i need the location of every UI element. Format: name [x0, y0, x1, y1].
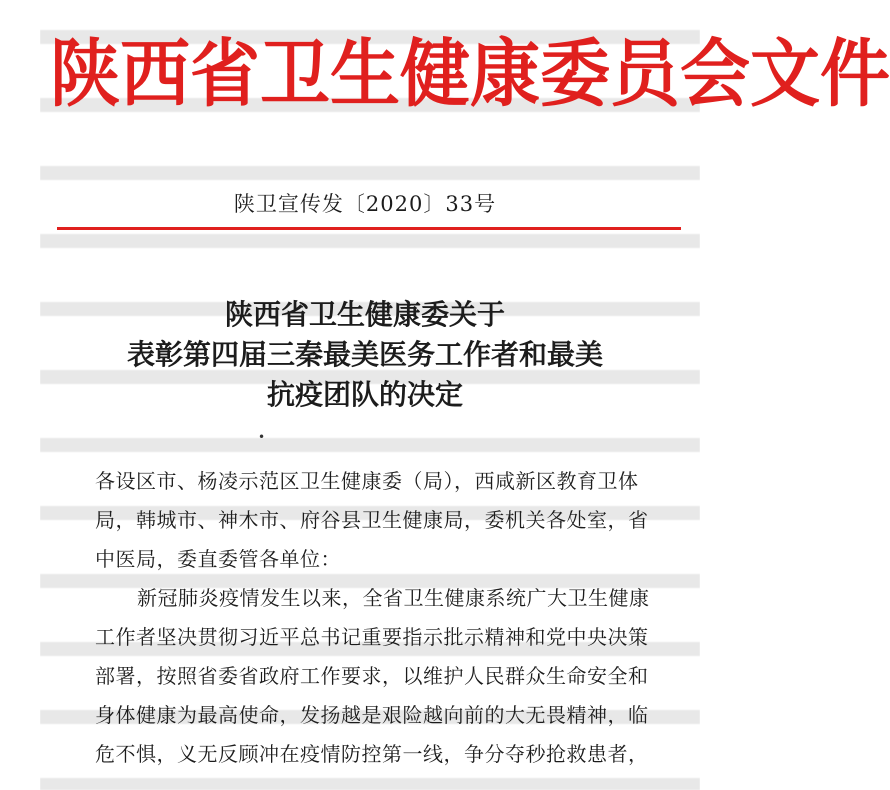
- addressee-line: 局，韩城市、神木市、府谷县卫生健康局，委机关各处室，省: [95, 508, 649, 532]
- addressee-line: 中医局，委直委管各单位：: [95, 547, 341, 571]
- paragraph-line: 危不惧，义无反顾冲在疫情防控第一线，争分夺秒抢救患者，: [95, 742, 649, 766]
- document-number: 陕卫宣传发〔2020〕33号: [233, 192, 497, 216]
- issuer-header: 陕西省卫生健康委员会文件: [50, 34, 890, 116]
- addressee-line: 各设区市、杨凌示范区卫生健康委（局），西咸新区教育卫体: [95, 469, 639, 493]
- red-divider-line: [57, 227, 681, 230]
- document-body: [95, 462, 685, 774]
- title-line: 表彰第四届三秦最美医务工作者和最美: [126, 338, 603, 371]
- paragraph-line: 身体健康为最高使命，发扬越是艰险越向前的大无畏精神，临: [95, 703, 649, 727]
- paragraph-line: 部署，按照省委省政府工作要求，以维护人民群众生命安全和: [95, 664, 649, 688]
- paragraph-line: 新冠肺炎疫情发生以来，全省卫生健康系统广大卫生健康: [137, 586, 650, 610]
- document-title: [0, 295, 730, 415]
- title-line: 陕西省卫生健康委关于: [224, 298, 505, 331]
- body-paragraph: [95, 579, 685, 774]
- paragraph-line: 工作者坚决贯彻习近平总书记重要指示批示精神和党中央决策: [95, 625, 649, 649]
- stray-mark: •: [258, 430, 266, 444]
- addressee: [95, 462, 685, 579]
- title-line: 抗疫团队的决定: [266, 378, 463, 411]
